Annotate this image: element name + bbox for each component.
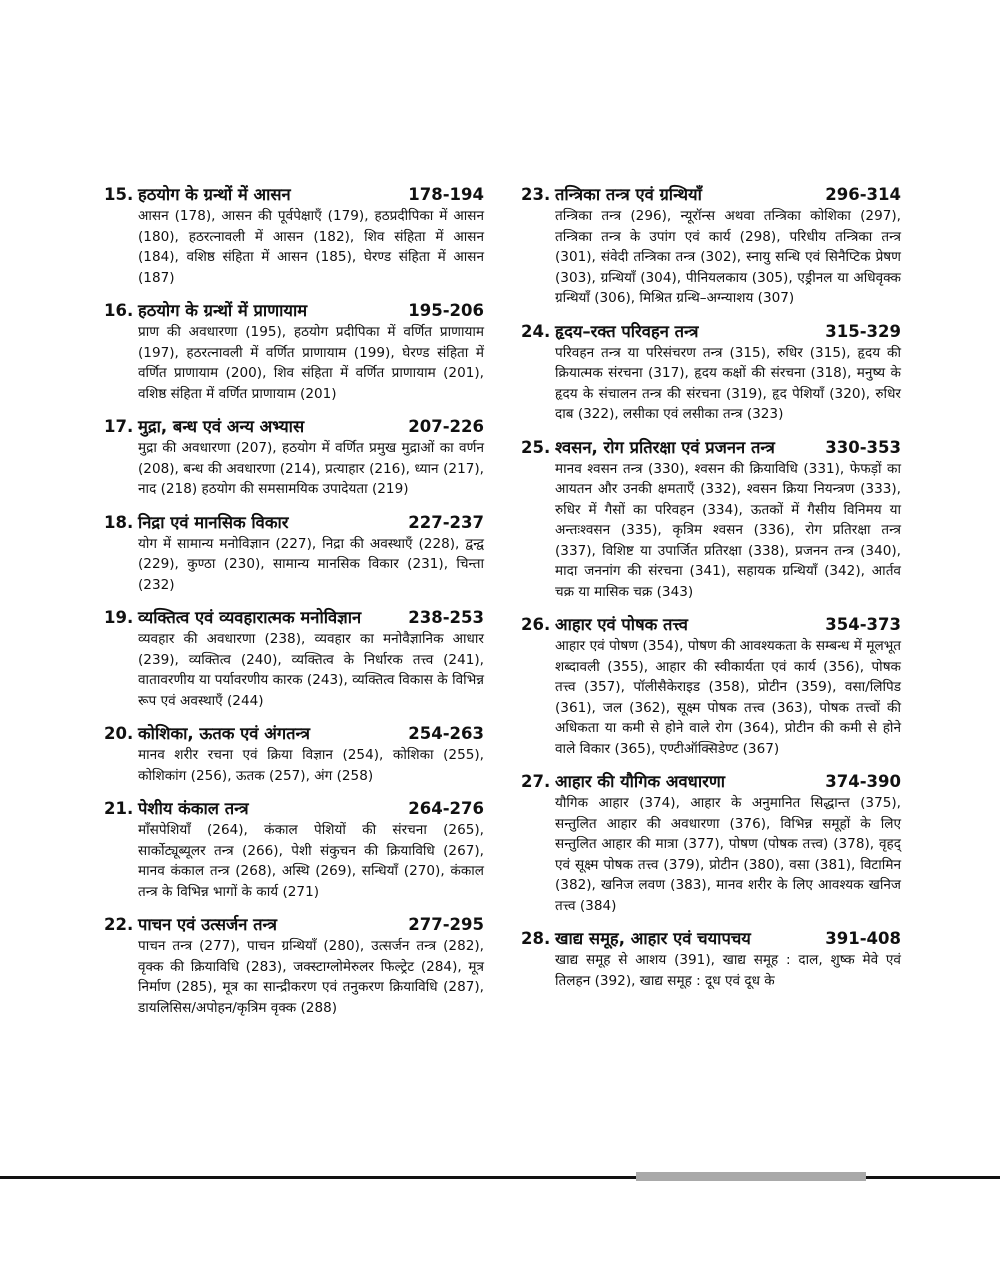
chapter-number: 25. <box>521 437 551 457</box>
chapter-number: 24. <box>521 321 551 341</box>
chapter-topics: आहार एवं पोषण (354), पोषण की आवश्यकता के सम्बन्ध में मूलभूत शब्दावली (355), आहार की स्वीकार्यता एवं कार्य (356), पोषक तत्त्व (357), पॉलीसैकेराइड (358), प्रोटीन (359), वसा/लिपिड (361), जल (362), सूक्ष्म पोषक तत्त्व (363), पोषक तत्त्वों की अधिकता या कमी से होने वाले रोग (364), प्रोटीन की कमी से होने वाले विकार (365), एण्टीऑक्सिडेण्ट (367) <box>555 638 901 757</box>
chapter-title: व्यक्तित्व एवं व्यवहारात्मक मनोविज्ञान <box>138 608 362 627</box>
chapter-pages: 354-373 <box>825 615 901 634</box>
chapter-pages: 277-295 <box>408 915 484 934</box>
chapter-title: पेशीय कंकाल तन्त्र <box>138 799 249 818</box>
chapter-topics: प्राण की अवधारणा (195), हठयोग प्रदीपिका में वर्णित प्राणायाम (197), हठरत्नावली में वर्णित प्राणायाम (199), घेरण्ड संहिता में वर्णित प्राणायाम (200), शिव संहिता में वर्णित प्राणायाम (201), वशिष्ठ संहिता में वर्णित प्राणायाम (201) <box>138 324 484 402</box>
chapter-topics: परिवहन तन्त्र या परिसंचरण तन्त्र (315), रुधिर (315), हृदय की क्रियात्मक संरचना (317), हृदय कक्षों की संरचना (318), मनुष्य के हृदय के संचालन तन्त्र की संरचना (319), हृद पेशियाँ (320), रुधिर दाब (322), लसीका एवं लसीका तन्त्र (323) <box>555 344 901 422</box>
chapter-topics: तन्त्रिका तन्त्र (296), न्यूरॉन्स अथवा तन्त्रिका कोशिका (297), तन्त्रिका तन्त्र के उपांग एवं कार्य (298), परिधीय तन्त्रिका तन्त्र (301), संवेदी तन्त्रिका तन्त्र (302), स्नायु सन्धि एवं सिनैप्टिक प्रेषण (303), ग्रन्थियाँ (304), पीनियलकाय (305), एड्रीनल या अधिवृक्क ग्रन्थियाँ (306), मिश्रित ग्रन्थि–अग्न्याशय (307) <box>555 208 901 306</box>
toc-entry-26 <box>521 614 901 759</box>
chapter-number: 17. <box>104 417 134 436</box>
chapter-number: 19. <box>104 608 134 627</box>
chapter-number: 16. <box>104 301 134 320</box>
chapter-topics: मुद्रा की अवधारणा (207), हठयोग में वर्णित प्रमुख मुद्राओं का वर्णन (208), बन्ध की अवधारणा (214), प्रत्याहार (216), ध्यान (217), नाद (218) हठयोग की समसामयिक उपादेयता (219) <box>138 440 484 497</box>
chapter-pages: 254-263 <box>408 724 484 743</box>
chapter-topics: आसन (178), आसन की पूर्वपेक्षाएँ (179), हठप्रदीपिका में आसन (180), हठरत्नावली में आसन (182), शिव संहिता में आसन (184), वशिष्ठ संहिता में आसन (185), घेरण्ड संहिता में आसन (187) <box>138 208 484 286</box>
chapter-topics: मानव शरीर रचना एवं क्रिया विज्ञान (254), कोशिका (255), कोशिकांग (256), ऊतक (257), अंग (258) <box>138 747 484 784</box>
chapter-title: मुद्रा, बन्ध एवं अन्य अभ्यास <box>138 417 305 436</box>
chapter-topics: यौगिक आहार (374), आहार के अनुमानित सिद्धान्त (375), सन्तुलित आहार की अवधारणा (376), विभिन्न समूहों के लिए सन्तुलित आहार की मात्रा (377), पोषण (पोषक तत्त्व) (378), वृहद् एवं सूक्ष्म पोषक तत्त्व (379), प्रोटीन (380), वसा (381), विटामिन (382), खनिज लवण (383), मानव शरीर के लिए आवश्यक खनिज तत्त्व (384) <box>555 795 901 914</box>
footer-accent-bar <box>636 1172 866 1181</box>
chapter-pages: 296-314 <box>825 185 901 204</box>
toc-entry-22 <box>104 914 484 1018</box>
chapter-pages: 264-276 <box>408 799 484 818</box>
chapter-pages: 315-329 <box>825 321 901 341</box>
chapter-title: हृदय–रक्त परिवहन तन्त्र <box>555 321 699 341</box>
chapter-title: हठयोग के ग्रन्थों में आसन <box>138 185 291 204</box>
chapter-topics: व्यवहार की अवधारणा (238), व्यवहार का मनोवैज्ञानिक आधार (239), व्यक्तित्व (240), व्यक्तित्व के निर्धारक तत्त्व (241), वातावरणीय या पर्यावरणीय कारक (243), व्यक्तित्व विकास के विभिन्न रूप एवं अवस्थाएँ (244) <box>138 631 484 709</box>
chapter-pages: 391-408 <box>825 929 901 948</box>
chapter-topics: पाचन तन्त्र (277), पाचन ग्रन्थियाँ (280), उत्सर्जन तन्त्र (282), वृक्क की क्रियाविधि (283), जक्स्टाग्लोमेरुलर फिल्ट्रेट (284), मूत्र निर्माण (285), मूत्र का सान्द्रीकरण एवं तनुकरण क्रियाविधि (287), डायलिसिस/अपोहन/कृत्रिम वृक्क (288) <box>138 938 484 1016</box>
chapter-title: कोशिका, ऊतक एवं अंगतन्त्र <box>138 724 310 743</box>
chapter-pages: 178-194 <box>408 185 484 204</box>
chapter-title: आहार की यौगिक अवधारणा <box>555 772 726 791</box>
chapter-topics: योग में सामान्य मनोविज्ञान (227), निद्रा की अवस्थाएँ (228), द्वन्द्व (229), कुण्ठा (230), सामान्य मानसिक विकार (231), चिन्ता (232) <box>138 535 484 593</box>
chapter-number: 26. <box>521 615 551 634</box>
chapter-number: 22. <box>104 915 134 934</box>
chapter-number: 28. <box>521 929 551 948</box>
chapter-number: 15. <box>104 185 134 204</box>
chapter-title: खाद्य समूह, आहार एवं चयापचय <box>555 929 751 948</box>
chapter-title: आहार एवं पोषक तत्त्व <box>555 615 688 634</box>
chapter-title: तन्त्रिका तन्त्र एवं ग्रन्थियाँ <box>555 185 702 204</box>
chapter-number: 20. <box>104 724 134 743</box>
chapter-pages: 374-390 <box>825 772 901 791</box>
chapter-number: 21. <box>104 799 134 818</box>
toc-entry-27 <box>521 771 901 916</box>
toc-entry-23 <box>521 184 901 309</box>
chapter-title: श्वसन, रोग प्रतिरक्षा एवं प्रजनन तन्त्र <box>555 437 775 457</box>
toc-entry-18 <box>104 512 484 596</box>
toc-left-column <box>104 184 484 1030</box>
chapter-number: 18. <box>104 512 134 532</box>
toc-entry-25 <box>521 437 901 603</box>
toc-entry-21 <box>104 798 484 902</box>
chapter-title: पाचन एवं उत्सर्जन तन्त्र <box>138 915 278 934</box>
chapter-topics: खाद्य समूह से आशय (391), खाद्य समूह : दाल, शुष्क मेवे एवं तिलहन (392), खाद्य समूह : दूध एवं दूध के <box>555 952 901 989</box>
toc-entry-17 <box>104 416 484 500</box>
chapter-topics: माँसपेशियाँ (264), कंकाल पेशियों की संरचना (265), सार्कोट्यूब्यूलर तन्त्र (266), पेशी संकुचन की क्रियाविधि (267), मानव कंकाल तन्त्र (268), अस्थि (269), सन्धियाँ (270), कंकाल तन्त्र के विभिन्न भागों के कार्य (271) <box>138 822 484 900</box>
toc-entry-28 <box>521 928 901 991</box>
toc-entry-20 <box>104 723 484 786</box>
chapter-pages: 227-237 <box>408 512 484 532</box>
toc-entry-19 <box>104 607 484 711</box>
chapter-title: निद्रा एवं मानसिक विकार <box>138 512 289 532</box>
toc-right-column <box>521 184 901 1003</box>
chapter-title: हठयोग के ग्रन्थों में प्राणायाम <box>138 301 308 320</box>
chapter-number: 23. <box>521 185 551 204</box>
chapter-pages: 195-206 <box>408 301 484 320</box>
toc-entry-16 <box>104 300 484 404</box>
toc-entry-15 <box>104 184 484 288</box>
chapter-pages: 207-226 <box>408 417 484 436</box>
toc-entry-24 <box>521 321 901 425</box>
chapter-number: 27. <box>521 772 551 791</box>
chapter-topics: मानव श्वसन तन्त्र (330), श्वसन की क्रियाविधि (331), फेफड़ों का आयतन और उनकी क्षमताएँ (332), श्वसन क्रिया नियन्त्रण (333), रुधिर में गैसों का परिवहन (334), ऊतकों में गैसीय विनिमय या अन्तःश्वसन (335), कृत्रिम श्वसन (336), रोग प्रतिरक्षा तन्त्र (337), विशिष्ट या उपार्जित प्रतिरक्षा (338), प्रजनन तन्त्र (340), मादा जननांग की संरचना (341), सहायक ग्रन्थियाँ (342), आर्तव चक्र या मासिक चक्र (343) <box>555 460 901 600</box>
chapter-pages: 330-353 <box>825 437 901 457</box>
chapter-pages: 238-253 <box>408 608 484 627</box>
